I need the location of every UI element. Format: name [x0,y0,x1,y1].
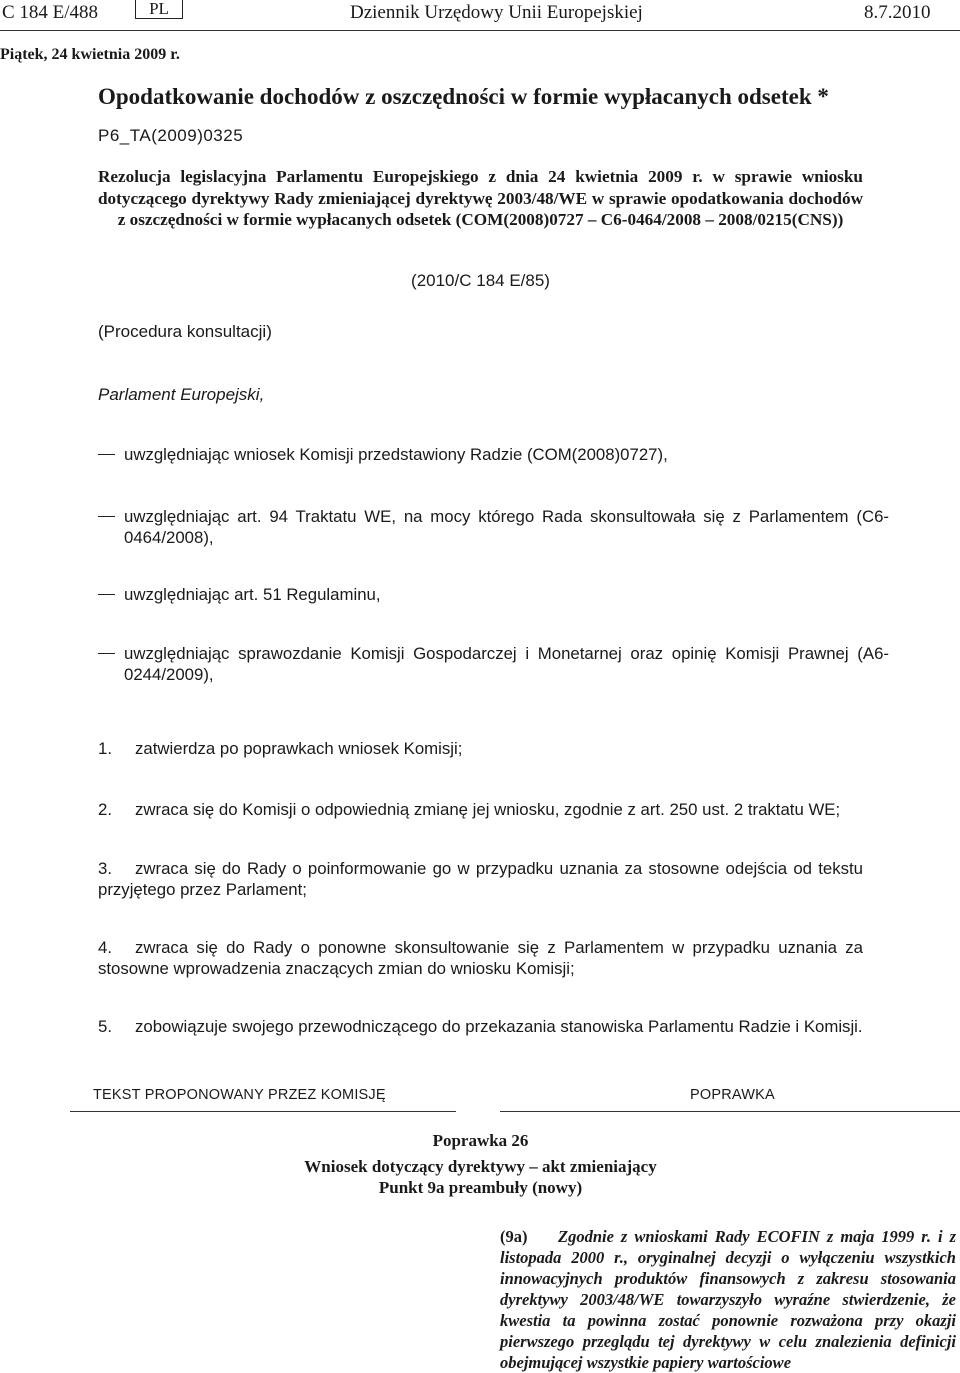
consideration-item: uwzględniając sprawozdanie Komisji Gospodarczej i Monetarnej oraz opinię Komisji Prawnej (A6-0244/2009), [98,643,889,685]
column-rule-left [70,1111,456,1112]
numbered-point: 4. zwraca się do Rady o ponowne skonsultowanie się z Parlamentem w przypadku uznania za stosowne wprowadzenia znaczących zmian do wniosku Komisji; [98,938,863,978]
recital-text: Zgodnie z wnioskami Rady ECOFIN z maja 1999 r. i z listopada 2000 r., oryginalnej decyzji o wyłączeniu wszystkich innowacyjnych produktów finansowych z zakresu stosowania dyrektywy 2003/48/WE towarzyszyło wyraźne stwierdzenie, że kwestia ta powinna zostać ponownie rozważona przy okazji pierwszego przeglądu tej dyrektywy w celu znalezienia definicji obejmującej wszystkie papiery wartościowe [500,1227,956,1372]
document-code: P6_TA(2009)0325 [98,126,244,145]
language-box: PL [135,0,183,19]
dash-marker [98,444,124,465]
numbered-point: 5. zobowiązuje swojego przewodniczącego do przekazania stanowiska Parlamentu Radzie i Komisji. [98,1017,863,1036]
consideration-item: uwzględniając art. 51 Regulaminu, [98,584,889,605]
recital-number: (9a) [500,1227,528,1246]
amendment-label: Poprawka 26 [432,1131,529,1150]
session-date: Piątek, 24 kwietnia 2009 r. [0,46,180,63]
header-rule [0,30,960,31]
dash-marker [98,584,124,605]
procedure-label: (Procedura konsultacji) [98,322,272,341]
amendment-subject: Wniosek dotyczący dyrektywy – akt zmieniający [304,1157,657,1176]
consideration-item: uwzględniając wniosek Komisji przedstawiony Radzie (COM(2008)0727), [98,444,889,465]
column-heading-commission: TEKST PROPONOWANY PRZEZ KOMISJĘ [93,1087,386,1103]
parliament-label: Parlament Europejski, [98,385,265,404]
numbered-point: 3. zwraca się do Rady o poinformowanie go w przypadku uznania za stosowne odejścia od tekstu przyjętego przez Parlament; [98,859,863,899]
journal-date: 8.7.2010 [864,2,931,23]
numbered-point: 1. zatwierdza po poprawkach wniosek Komisji; [98,739,463,758]
dash-marker [98,643,124,664]
consideration-item: uwzględniając art. 94 Traktatu WE, na mocy którego Rada skonsultowała się z Parlamentem (C6-0464/2008), [98,506,889,548]
document-title: Opodatkowanie dochodów z oszczędności w formie wypłacanych odsetek * [98,84,829,109]
resolution-heading: Rezolucja legislacyjna Parlamentu Europejskiego z dnia 24 kwietnia 2009 r. w sprawie wniosku dotyczącego dyrektywy Rady zmieniającej dyrektywę 2003/48/WE w sprawie opodatkowania dochodów z oszczędności w formie wypłacanych odsetek (COM(2008)0727 – C6-0464/2008 – 2008/0215(CNS)) [98,167,863,229]
numbered-point: 2. zwraca się do Komisji o odpowiednią zmianę jej wniosku, zgodnie z art. 250 ust. 2 traktatu WE; [98,800,841,819]
amendment-recital [500,1226,956,1373]
issue-number: C 184 E/488 [2,2,99,23]
reference-number: (2010/C 184 E/85) [411,271,550,290]
column-heading-amendment: POPRAWKA [690,1087,775,1103]
dash-marker [98,506,124,527]
column-rule-right [500,1111,960,1112]
amendment-point: Punkt 9a preambuły (nowy) [378,1178,583,1197]
journal-title: Dziennik Urzędowy Unii Europejskiej [350,2,643,23]
